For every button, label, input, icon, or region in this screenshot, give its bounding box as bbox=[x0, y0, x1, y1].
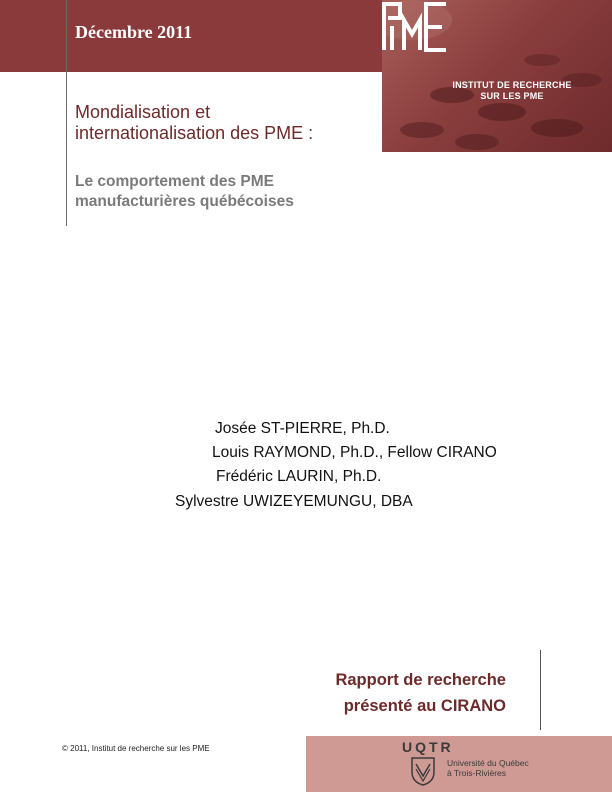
uqtr-shield-icon bbox=[410, 756, 436, 786]
uqtr-footer-band bbox=[306, 736, 612, 792]
report-line2: présenté au CIRANO bbox=[343, 697, 506, 715]
report-caption bbox=[335, 667, 506, 719]
report-line1: Rapport de recherche bbox=[335, 671, 506, 689]
copyright-notice: © 2011, Institut de recherche sur les PME bbox=[62, 744, 210, 753]
right-divider bbox=[540, 650, 541, 730]
institute-name-line1: INSTITUT DE RECHERCHE bbox=[452, 80, 572, 90]
institute-name-line2: SUR LES PME bbox=[480, 91, 544, 101]
date-banner bbox=[0, 0, 382, 72]
title-line2: internationalisation des PME : bbox=[75, 123, 314, 143]
date-label: Décembre 2011 bbox=[75, 22, 193, 42]
header-photo bbox=[382, 0, 612, 152]
subtitle-line2: manufacturières québécoises bbox=[75, 193, 294, 210]
author-name: Josée ST-PIERRE, Ph.D. bbox=[215, 420, 390, 437]
pme-logo-icon bbox=[382, 0, 448, 52]
title-line1: Mondialisation et bbox=[75, 102, 211, 122]
subtitle-line1: Le comportement des PME bbox=[75, 173, 274, 190]
university-name-line1: Université du Québec bbox=[447, 758, 529, 768]
page-subtitle bbox=[75, 172, 294, 212]
uqtr-logo: UQTR bbox=[402, 739, 454, 755]
author-name: Frédéric LAURIN, Ph.D. bbox=[216, 468, 382, 485]
author-name: Louis RAYMOND, Ph.D., Fellow CIRANO bbox=[212, 444, 497, 461]
university-name-line2: à Trois-Rivières bbox=[447, 768, 507, 778]
author-name: Sylvestre UWIZEYEMUNGU, DBA bbox=[175, 493, 413, 510]
page-title bbox=[75, 102, 313, 144]
left-divider bbox=[66, 0, 67, 226]
